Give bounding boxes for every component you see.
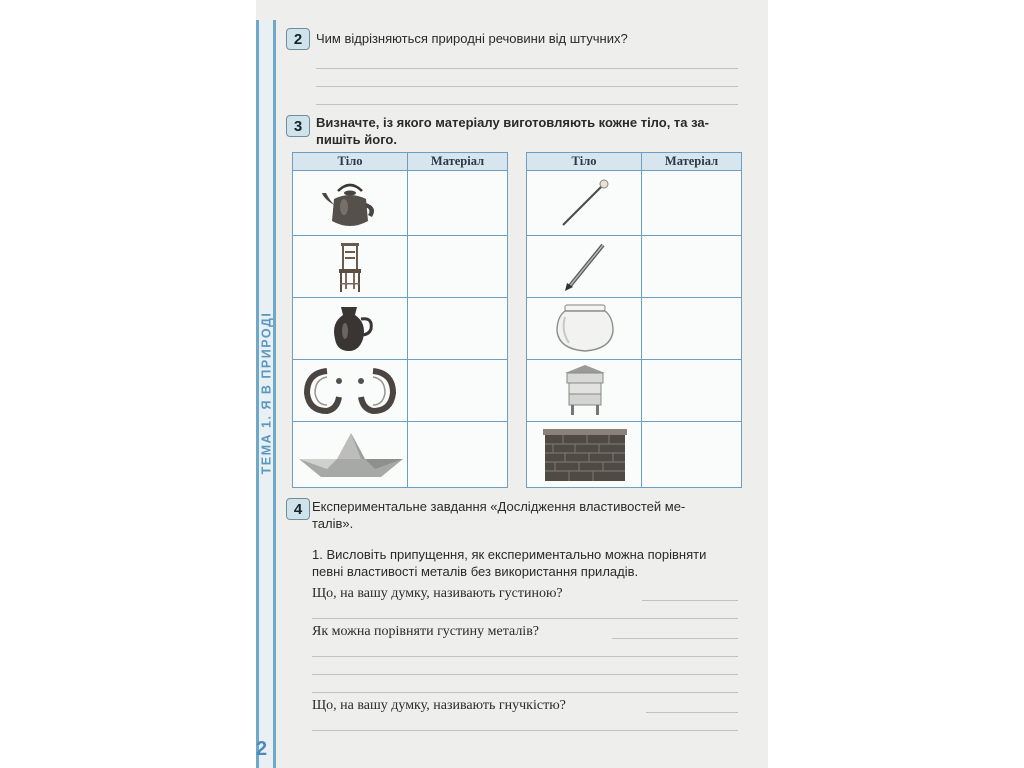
header-material: Матеріал <box>430 154 485 168</box>
earrings-icon <box>301 365 401 417</box>
row-divider <box>293 235 507 236</box>
teapot-icon <box>320 177 382 231</box>
header-body: Тіло <box>337 154 363 168</box>
topic-title <box>258 305 274 480</box>
pin-icon <box>557 177 613 229</box>
row-divider <box>293 421 507 422</box>
answer-line[interactable] <box>612 638 738 639</box>
right-table <box>526 152 742 488</box>
right-table-header <box>527 153 741 171</box>
question-3-badge: 3 <box>286 115 310 137</box>
row-divider <box>527 421 741 422</box>
question-3-text-line2: пишіть його. <box>316 132 397 147</box>
question-4-subtask-line1: 1. Висловіть припущення, як експериментально можна порівняти <box>312 547 707 562</box>
row-divider <box>293 359 507 360</box>
left-table-header <box>293 153 507 171</box>
side-strip <box>256 20 276 768</box>
question-compare-density: Як можна порівняти густину металів? <box>312 624 540 639</box>
chair-icon <box>335 241 365 293</box>
answer-line[interactable] <box>312 656 738 657</box>
glass-bowl-icon <box>555 303 615 357</box>
answer-line[interactable] <box>312 618 738 619</box>
column-divider <box>407 153 408 487</box>
question-4-title-line2: талів». <box>312 516 354 531</box>
pencil-icon <box>561 239 611 293</box>
question-4-badge: 4 <box>286 498 310 520</box>
question-flexibility: Що, на вашу думку, називають гнучкістю? <box>312 698 566 713</box>
paper-boat-icon <box>297 429 405 481</box>
question-2-badge: 2 <box>286 28 310 50</box>
beehive-icon <box>563 363 607 417</box>
row-divider <box>527 235 741 236</box>
header-body: Тіло <box>571 154 597 168</box>
question-4-title-line1: Експериментальне завдання «Дослідження властивостей ме- <box>312 499 686 514</box>
answer-line[interactable] <box>312 730 738 731</box>
answer-line[interactable] <box>642 600 738 601</box>
topic-title-text: ТЕМА 1. Я В ПРИРОДІ <box>259 311 273 474</box>
row-divider <box>527 297 741 298</box>
page-number: 2 <box>256 738 268 760</box>
question-4-subtask <box>312 546 752 580</box>
question-3-text-line1: Визначте, із якого матеріалу виготовляють кожне тіло, та за- <box>316 115 709 130</box>
header-material: Матеріал <box>664 154 719 168</box>
answer-line[interactable] <box>316 104 738 105</box>
column-divider <box>641 153 642 487</box>
workbook-page <box>256 0 768 768</box>
answer-line[interactable] <box>646 712 738 713</box>
answer-line[interactable] <box>312 692 738 693</box>
row-divider <box>293 297 507 298</box>
question-density: Що, на вашу думку, називають густиною? <box>312 586 563 601</box>
answer-line[interactable] <box>316 86 738 87</box>
jug-icon <box>327 303 377 353</box>
question-2-text: Чим відрізняються природні речовини від штучних? <box>316 31 628 46</box>
question-4-title <box>312 498 752 532</box>
left-table <box>292 152 508 488</box>
question-3-text <box>316 114 756 148</box>
row-divider <box>527 359 741 360</box>
question-4-subtask-line2: певні властивості металів без використання приладів. <box>312 564 639 579</box>
brick-wall-icon <box>543 427 627 483</box>
answer-line[interactable] <box>312 674 738 675</box>
answer-line[interactable] <box>316 68 738 69</box>
